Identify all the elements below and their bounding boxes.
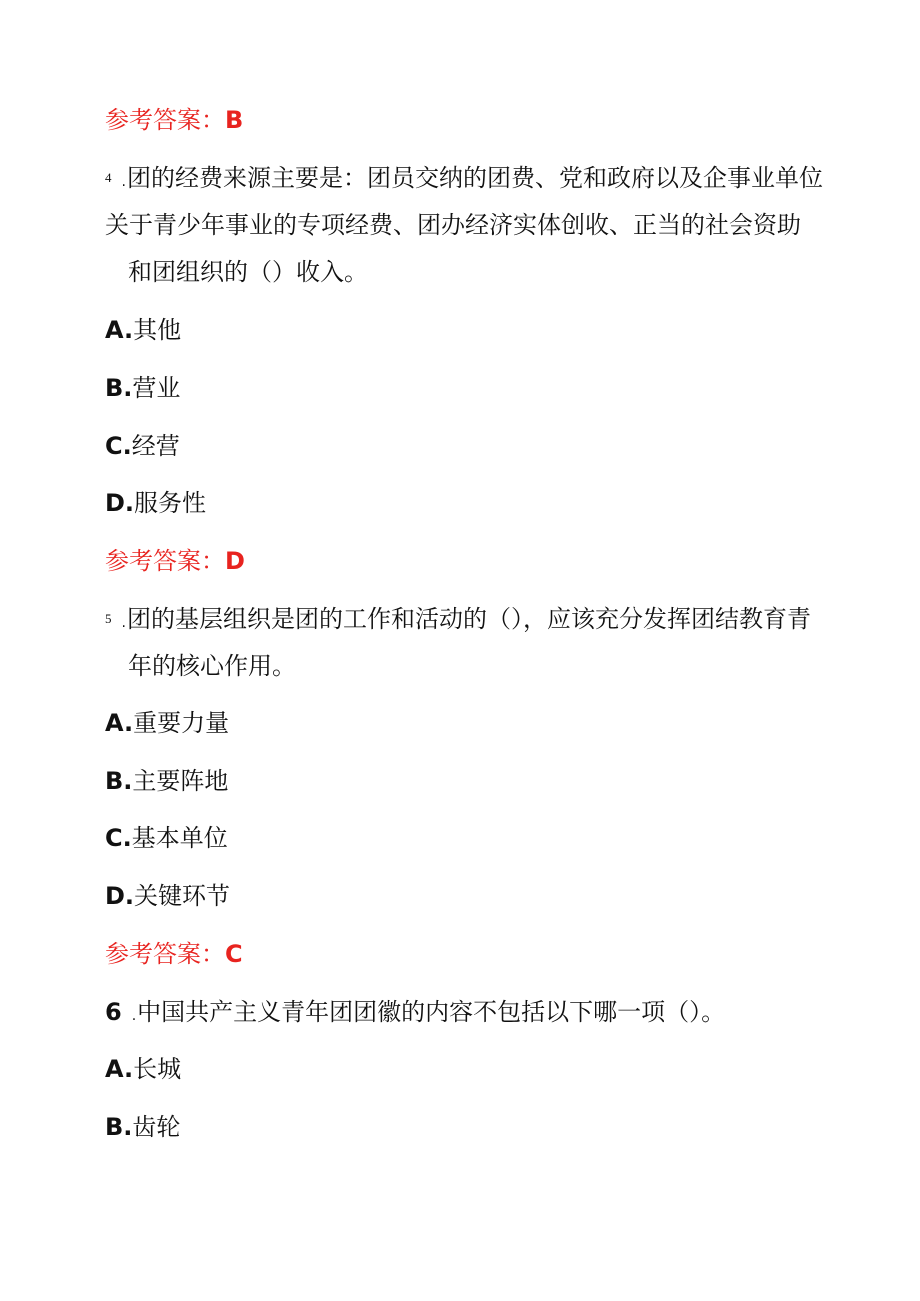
- answer-line-1: [105, 104, 243, 136]
- option-d: [105, 880, 230, 912]
- answer-line-2: [105, 545, 245, 577]
- option-letter: A.: [105, 316, 134, 344]
- option-letter: B.: [105, 767, 133, 795]
- answer-value: D: [225, 547, 245, 575]
- answer-label: 参考答案：: [105, 940, 225, 968]
- option-text: 主要阵地: [132, 767, 229, 795]
- option-a: [105, 314, 181, 346]
- answer-label: 参考答案：: [105, 106, 225, 134]
- option-c: [105, 822, 228, 854]
- option-letter: D.: [105, 882, 135, 910]
- option-a: [105, 707, 229, 739]
- question-dot: .: [121, 615, 126, 631]
- answer-value: B: [225, 106, 244, 134]
- question-text: 中国共产主义青年团团徽的内容不包括以下哪一项（）。: [137, 998, 726, 1026]
- option-letter: A.: [105, 709, 134, 737]
- answer-value: C: [225, 940, 243, 968]
- option-b: [105, 372, 180, 404]
- option-text: 基本单位: [131, 824, 228, 852]
- question-dot: .: [131, 1008, 137, 1024]
- question-4-line-2: [105, 209, 801, 241]
- option-text: 齿轮: [132, 1113, 181, 1141]
- option-letter: A.: [105, 1055, 134, 1083]
- option-text: 经营: [131, 432, 180, 460]
- answer-label: 参考答案：: [105, 547, 225, 575]
- question-5-line-1: [105, 603, 811, 639]
- option-letter: C.: [105, 432, 132, 460]
- answer-line-3: [105, 938, 243, 970]
- question-number: 4: [105, 170, 112, 185]
- option-letter: B.: [105, 374, 133, 402]
- option-letter: D.: [105, 489, 135, 517]
- option-letter: B.: [105, 1113, 133, 1141]
- question-text: 关于青少年事业的专项经费、团办经济实体创收、正当的社会资助: [105, 211, 801, 239]
- option-text: 其他: [133, 316, 182, 344]
- option-a: [105, 1053, 181, 1085]
- option-c: [105, 430, 180, 462]
- option-text: 营业: [132, 374, 181, 402]
- option-b: [105, 1111, 180, 1143]
- question-5-line-2: [128, 650, 296, 682]
- option-letter: C.: [105, 824, 132, 852]
- question-4-line-3: [128, 256, 368, 288]
- option-d: [105, 487, 206, 519]
- option-b: [105, 765, 228, 797]
- question-number: 5: [105, 611, 112, 626]
- option-text: 重要力量: [133, 709, 230, 737]
- question-number: 6: [105, 998, 122, 1026]
- option-text: 服务性: [134, 489, 207, 517]
- question-4-line-1: [105, 162, 823, 198]
- option-text: 关键环节: [134, 882, 231, 910]
- question-text: 团的基层组织是团的工作和活动的（），应该充分发挥团结教育青: [126, 605, 811, 633]
- question-text: 团的经费来源主要是：团员交纳的团费、党和政府以及企事业单位: [126, 164, 823, 192]
- question-6-line-1: [105, 996, 725, 1032]
- question-text: 和团组织的（）收入。: [128, 258, 368, 286]
- question-text: 年的核心作用。: [128, 652, 296, 680]
- option-text: 长城: [133, 1055, 182, 1083]
- question-dot: .: [121, 174, 126, 190]
